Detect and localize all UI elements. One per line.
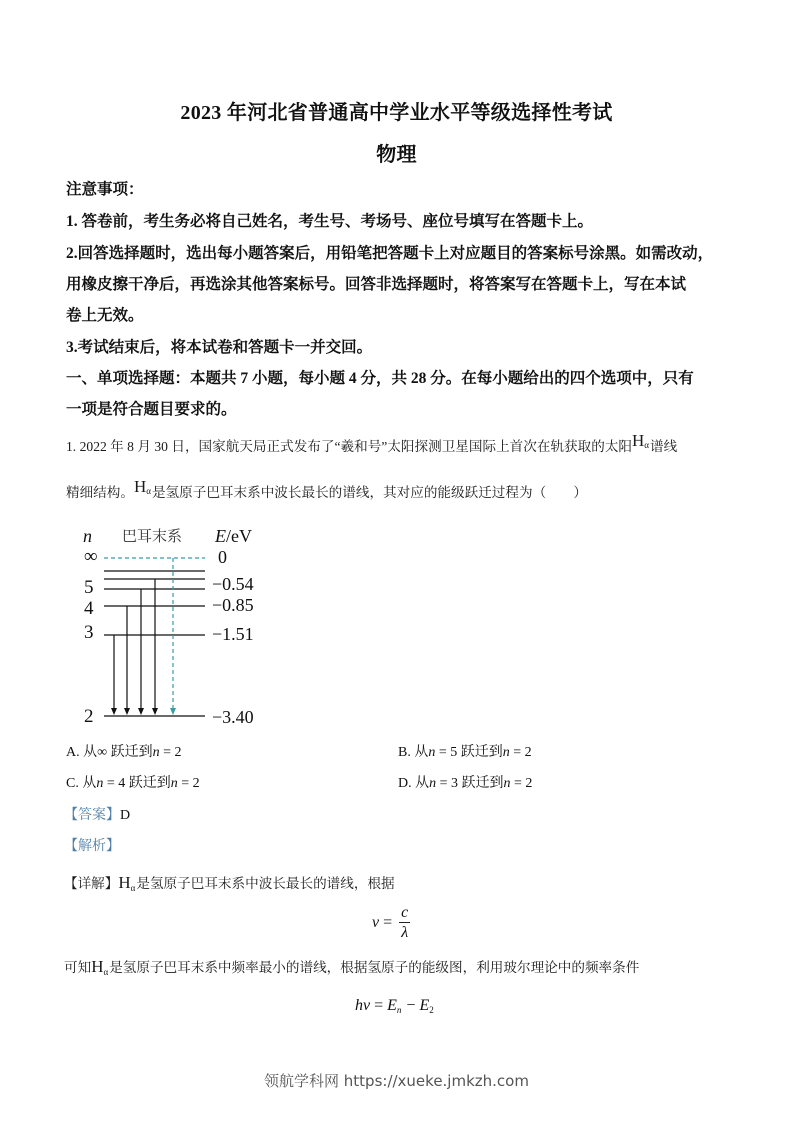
h-alpha-symbol: H xyxy=(632,431,645,450)
level-n-label: 5 xyxy=(84,577,94,598)
detail-tag: 【详解】 xyxy=(64,876,119,891)
level-energy-label: 0 xyxy=(218,547,227,567)
formula-fraction xyxy=(399,904,410,943)
h-alpha-subscript: α xyxy=(103,967,109,977)
option-var: n xyxy=(429,776,437,791)
option-b[interactable] xyxy=(398,743,532,763)
arrowhead-icon xyxy=(170,708,176,715)
formula-term: E xyxy=(387,997,397,1014)
formula-denominator: λ xyxy=(401,924,409,941)
detail-text: 是氢原子巴耳末系中频率最小的谱线，根据氢原子的能级图，利用玻尔理论中的频率条件 xyxy=(109,960,640,975)
option-from: = 4 xyxy=(103,776,126,791)
level-n-label: 4 xyxy=(84,598,94,619)
level-energy-label: −0.85 xyxy=(212,595,254,615)
answer-tag: 【答案】 xyxy=(64,808,120,823)
question-text: 1. 2022 年 8 月 30 日，国家航天局正式发布了“羲和号”太阳探测卫星国际上首次在轨获取的太阳 xyxy=(66,439,633,454)
analysis-row xyxy=(64,837,120,857)
option-text: 跃迁到 xyxy=(128,776,171,791)
exam-title: 2023 年河北省普通高中学业水平等级选择性考试 xyxy=(180,102,613,124)
h-alpha-symbol: H xyxy=(133,477,147,496)
formula-numerator: c xyxy=(401,904,409,921)
option-text: 从 xyxy=(83,745,98,760)
formula-lhs: ν xyxy=(372,914,380,932)
option-to: = 2 xyxy=(509,745,532,760)
question-text: 精细结构。 xyxy=(66,485,134,500)
formula-subscript: n xyxy=(396,1005,402,1015)
option-var: n xyxy=(503,776,511,791)
option-text: 跃迁到 xyxy=(110,745,153,760)
option-text: 从 xyxy=(415,776,430,791)
option-label: B. xyxy=(398,745,411,760)
detail-line-2 xyxy=(64,957,639,979)
option-var: n xyxy=(428,745,436,760)
notice-line: 3.考试结束后，将本试卷和答题卡一并交回。 xyxy=(66,339,373,356)
detail-text: 是氢原子巴耳末系中波长最长的谱线，根据 xyxy=(136,876,395,891)
detail-line-1 xyxy=(64,873,395,895)
level-n-label: 2 xyxy=(84,706,94,727)
arrowhead-icon xyxy=(138,708,144,715)
option-label: D. xyxy=(398,776,412,791)
level-energy-label: −1.51 xyxy=(212,624,254,644)
option-to: = 2 xyxy=(159,745,182,760)
level-energy-label: −0.54 xyxy=(212,574,254,594)
notice-line: 1. 答卷前，考生务必将自己姓名，考生号、考场号、座位号填写在答题卡上。 xyxy=(66,213,594,230)
notice-line: 2.回答选择题时，选出每小题答案后，用铅笔把答题卡上对应题目的答案标号涂黑。如需改动， xyxy=(66,245,714,262)
option-text: 跃迁到 xyxy=(460,745,503,760)
option-to: = 2 xyxy=(177,776,200,791)
option-from: ∞ xyxy=(97,745,108,760)
option-c[interactable] xyxy=(66,774,200,794)
answer-row xyxy=(64,806,130,826)
formula-frequency xyxy=(372,904,410,943)
option-from: = 5 xyxy=(435,745,458,760)
arrowhead-icon xyxy=(152,708,158,715)
option-var: n xyxy=(170,776,178,791)
arrowhead-icon xyxy=(111,708,117,715)
h-alpha-subscript: α xyxy=(130,883,136,893)
question-text: 是氢原子巴耳末系中波长最长的谱线，其对应的能级跃迁过程为（ ） xyxy=(151,485,587,500)
formula-eq: = xyxy=(370,997,388,1014)
option-var: n xyxy=(152,745,160,760)
formula-lhs: hν xyxy=(355,997,371,1014)
notice-line: 用橡皮擦干净后，再选涂其他答案标号。回答非选择题时，将答案写在答题卡上，写在本试 xyxy=(66,276,687,293)
formula-subscript: 2 xyxy=(429,1005,434,1015)
notice-line: 卷上无效。 xyxy=(66,307,144,324)
analysis-tag: 【解析】 xyxy=(64,839,120,854)
detail-text: 可知 xyxy=(64,960,92,975)
diagram-n-header: n xyxy=(83,526,92,546)
option-d[interactable] xyxy=(398,774,532,794)
option-var: n xyxy=(502,745,510,760)
subject-title: 物理 xyxy=(376,144,417,166)
formula-eq: = xyxy=(379,914,397,932)
section-heading: 一、单项选择题：本题共 7 小题，每小题 4 分，共 28 分。在每小题给出的四个选项中，只有 xyxy=(66,370,694,387)
option-to: = 2 xyxy=(510,776,533,791)
level-energy-label: −3.40 xyxy=(212,707,254,727)
h-alpha-symbol: H xyxy=(91,957,104,976)
option-text: 从 xyxy=(414,745,429,760)
option-label: A. xyxy=(66,745,80,760)
formula-minus: − xyxy=(402,997,420,1014)
section-heading-cont: 一项是符合题目要求的。 xyxy=(66,401,237,418)
diagram-energy-header: E/eV xyxy=(215,526,252,546)
h-alpha-subscript: α xyxy=(644,440,650,450)
level-n-label: ∞ xyxy=(84,546,98,567)
option-label: C. xyxy=(66,776,79,791)
diagram-series-label: 巴耳末系 xyxy=(122,529,183,545)
option-a[interactable] xyxy=(66,743,182,763)
formula-bohr xyxy=(355,997,435,1015)
option-var: n xyxy=(96,776,104,791)
option-from: = 3 xyxy=(436,776,459,791)
option-text: 从 xyxy=(82,776,97,791)
answer-value: D xyxy=(120,808,131,823)
formula-term: E xyxy=(419,997,430,1014)
notice-heading: 注意事项： xyxy=(66,181,144,198)
option-text: 跃迁到 xyxy=(461,776,504,791)
h-alpha-subscript: α xyxy=(146,486,151,496)
level-n-label: 3 xyxy=(84,622,94,643)
h-alpha-symbol: H xyxy=(118,873,131,892)
question-text: 谱线 xyxy=(650,439,678,454)
arrowhead-icon xyxy=(124,708,130,715)
footer-watermark: 领航学科网 https://xueke.jmkzh.com xyxy=(264,1072,529,1090)
